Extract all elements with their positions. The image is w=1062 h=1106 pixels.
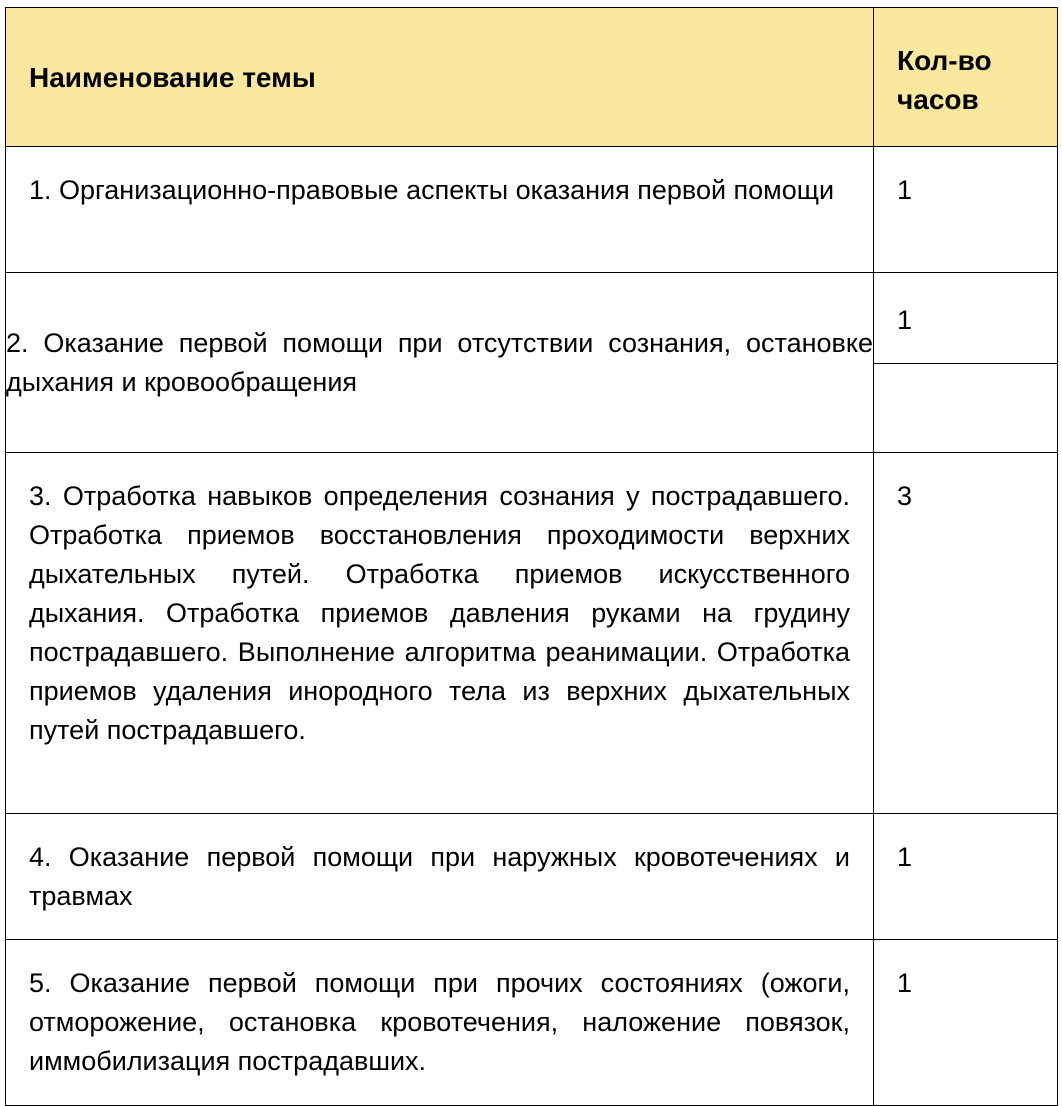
header-hours-cell	[874, 8, 1058, 147]
hours-cell	[874, 940, 1058, 1106]
table-row	[6, 453, 1058, 814]
hours-cell	[874, 147, 1058, 273]
hours-value: 1	[897, 305, 913, 335]
topic-cell	[6, 453, 874, 814]
table-row	[6, 814, 1058, 940]
hours-value: 3	[897, 481, 913, 511]
table-row	[6, 940, 1058, 1106]
topic-cell	[6, 273, 874, 453]
topic-text: 5. Оказание первой помощи при прочих состояниях (ожоги, отморожение, остановка кровотечения, наложение повязок, иммобилизация пострадавших.	[29, 968, 850, 1076]
topic-cell	[6, 147, 874, 273]
hours-value: 1	[897, 842, 913, 872]
hours-value: 1	[897, 175, 913, 205]
table-row	[6, 147, 1058, 273]
topic-text: 4. Оказание первой помощи при наружных кровотечениях и травмах	[29, 842, 850, 911]
header-hours-label-line2: часов	[897, 84, 979, 115]
topic-cell	[6, 940, 874, 1106]
hours-cell-empty	[874, 364, 1058, 453]
header-topic-label: Наименование темы	[29, 61, 316, 93]
header-topic-cell	[6, 8, 874, 147]
topics-hours-table	[5, 7, 1058, 1106]
table-header-row	[6, 8, 1058, 147]
hours-cell	[874, 453, 1058, 814]
topic-text: 1. Организационно-правовые аспекты оказания первой помощи	[29, 175, 835, 205]
topic-text: 2. Оказание первой помощи при отсутствии сознания, остановке дыхания и кровообращения	[6, 327, 873, 397]
topic-cell	[6, 814, 874, 940]
header-hours-label-line1: Кол-во	[897, 45, 992, 76]
hours-value: 1	[897, 968, 913, 998]
topic-text: 3. Отработка навыков определения сознания у пострадавшего. Отработка приемов восстановления проходимости верхних дыхательных путей. Отработка приемов искусственного дыхания. Отработка приемов давления руками на грудину пострадавшего. Выполнение алгоритма реанимации. Отработка приемов удаления инородного тела из верхних дыхательных путей пострадавшего.	[29, 481, 850, 745]
table-row	[6, 273, 1058, 364]
hours-extra-value	[874, 364, 1057, 388]
hours-cell	[874, 814, 1058, 940]
hours-cell	[874, 273, 1058, 364]
